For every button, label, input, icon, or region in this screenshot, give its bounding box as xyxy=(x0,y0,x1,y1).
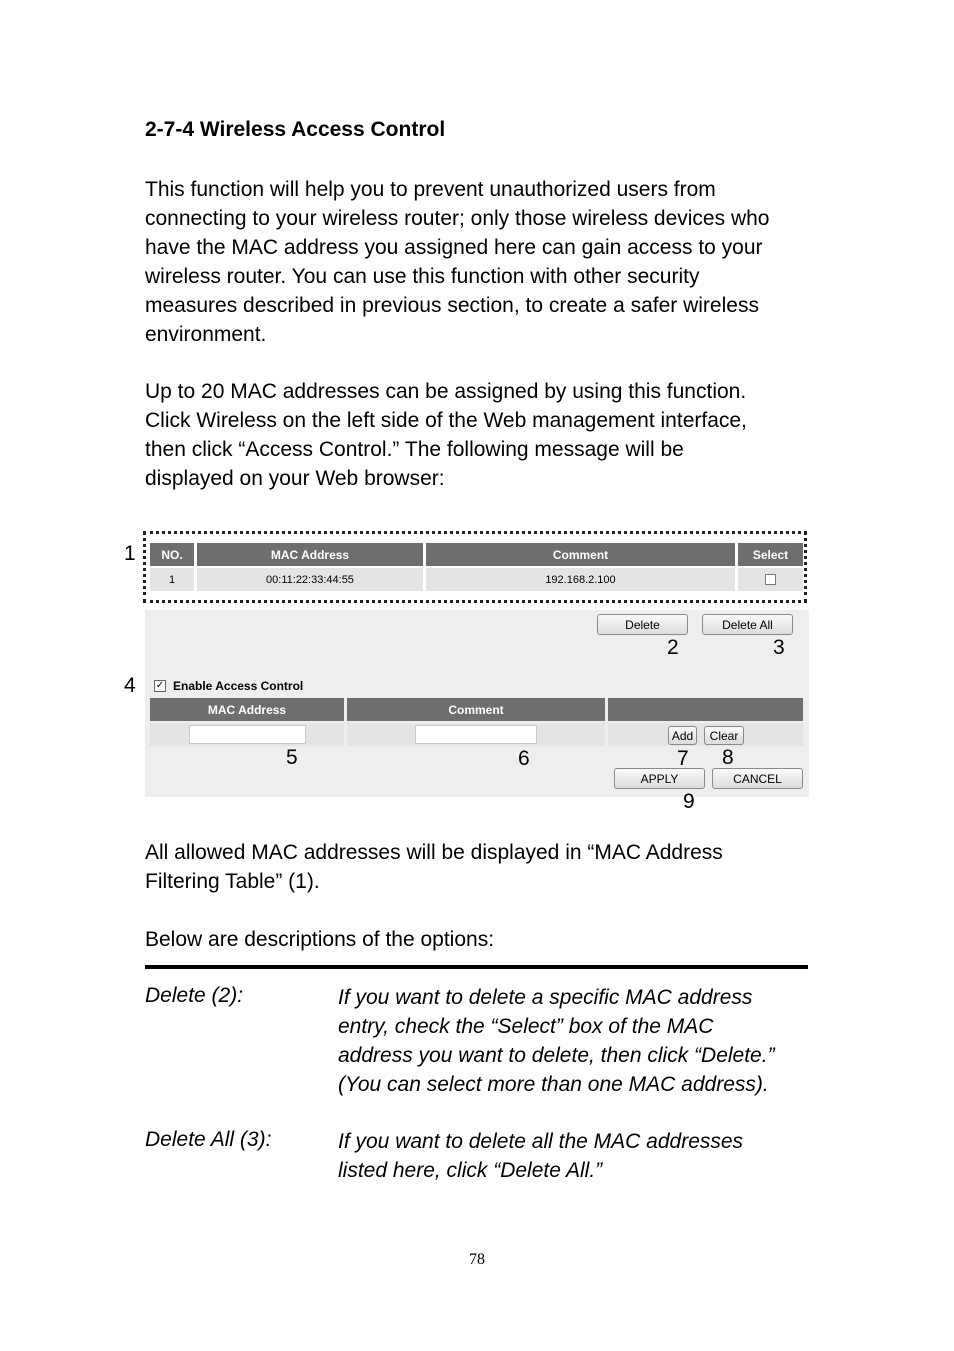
intro-paragraph xyxy=(145,175,825,349)
divider-rule xyxy=(145,965,808,969)
col-header-no: NO. xyxy=(150,543,194,566)
col-header-comment: Comment xyxy=(426,543,735,566)
callout-8: 8 xyxy=(722,746,734,769)
intro-line: measures described in previous section, to create a safer wireless xyxy=(145,294,759,317)
cell-no: 1 xyxy=(150,568,194,591)
comment-input-cell xyxy=(347,723,605,746)
callout-2: 2 xyxy=(667,636,679,659)
add-button[interactable]: Add xyxy=(668,726,697,745)
usage-line: displayed on your Web browser: xyxy=(145,467,445,490)
delete-all-button[interactable]: Delete All xyxy=(702,614,793,635)
desc-line: If you want to delete all the MAC addresses xyxy=(338,1130,744,1153)
callout-5: 5 xyxy=(286,746,298,769)
option-term-delete-all: Delete All (3): xyxy=(145,1128,272,1151)
page-number: 78 xyxy=(469,1251,485,1268)
input-header-mac: MAC Address xyxy=(150,698,344,721)
cancel-button[interactable]: CANCEL xyxy=(712,768,803,789)
enable-access-control-label: Enable Access Control xyxy=(173,679,304,693)
usage-line: Up to 20 MAC addresses can be assigned by using this function. xyxy=(145,380,747,403)
filter-table-highlight xyxy=(143,531,807,603)
desc-line: entry, check the “Select” box of the MAC xyxy=(338,1015,714,1038)
mac-address-input[interactable] xyxy=(189,725,306,744)
intro-line: have the MAC address you assigned here can gain access to your xyxy=(145,236,763,259)
after-paragraph xyxy=(145,838,825,896)
callout-7: 7 xyxy=(677,747,689,770)
options-intro xyxy=(145,925,825,954)
after-line: Filtering Table” (1). xyxy=(145,870,320,893)
callout-4: 4 xyxy=(124,674,136,697)
desc-line: (You can select more than one MAC address). xyxy=(338,1073,769,1096)
intro-line: environment. xyxy=(145,323,267,346)
clear-button[interactable]: Clear xyxy=(704,726,744,745)
intro-line: This function will help you to prevent unauthorized users from xyxy=(145,178,716,201)
delete-button[interactable]: Delete xyxy=(597,614,688,635)
enable-access-control-checkbox[interactable]: ✓ xyxy=(155,680,165,691)
comment-input[interactable] xyxy=(415,725,537,744)
intro-line: connecting to your wireless router; only those wireless devices who xyxy=(145,207,770,230)
input-header-comment: Comment xyxy=(347,698,605,721)
callout-6: 6 xyxy=(518,747,530,770)
desc-line: listed here, click “Delete All.” xyxy=(338,1159,603,1182)
after-line: All allowed MAC addresses will be displayed in “MAC Address xyxy=(145,841,723,864)
col-header-select: Select xyxy=(738,543,803,566)
cell-comment: 192.168.2.100 xyxy=(426,568,735,591)
options-intro-text: Below are descriptions of the options: xyxy=(145,928,495,951)
input-header-actions xyxy=(608,698,803,721)
usage-line: Click Wireless on the left side of the Web management interface, xyxy=(145,409,747,432)
usage-paragraph xyxy=(145,377,825,493)
col-header-mac: MAC Address xyxy=(197,543,423,566)
section-heading: 2-7-4 Wireless Access Control xyxy=(145,118,446,141)
option-desc-delete-all xyxy=(338,1127,818,1185)
desc-line: address you want to delete, then click “Delete.” xyxy=(338,1044,775,1067)
option-term-delete: Delete (2): xyxy=(145,984,244,1007)
intro-line: wireless router. You can use this function with other security xyxy=(145,265,700,288)
callout-1: 1 xyxy=(124,542,136,565)
option-desc-delete xyxy=(338,983,818,1099)
cell-mac: 00:11:22:33:44:55 xyxy=(197,568,423,591)
desc-line: If you want to delete a specific MAC address xyxy=(338,986,753,1009)
callout-3: 3 xyxy=(773,636,785,659)
apply-button[interactable]: APPLY xyxy=(614,768,705,789)
mac-input-cell xyxy=(150,723,344,746)
callout-9: 9 xyxy=(683,790,695,813)
usage-line: then click “Access Control.” The following message will be xyxy=(145,438,684,461)
